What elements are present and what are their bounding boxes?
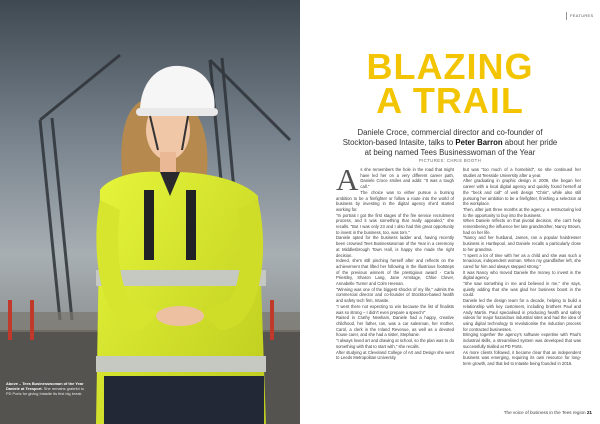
paragraph: After graduating in graphic design in 2009, she began her career with a local digital agency and quickly found herself at the "beck and call" of web design "Chris", while also still pursuing her ambition to be a firefighter, finishing a selection at the workplace. [463,178,581,207]
paragraph: Then, after just three months at the agency, a restructuring led to the opportunity to buy into the business. [463,206,581,218]
headline-line-1: BLAZING [366,46,534,87]
paragraph: "Nancy and her husband, James, ran a popular hairdresser business in Hartlepool, and Daniele recalls a particularly close to her grandma. [463,235,581,252]
paragraph: "I went there not expecting to win because the list of finalists was so strong – I didn't even prepare a speech!" [336,303,454,315]
paragraph: Daniele opted for the business ladder and, having recently been crowned Tees Businesswoman of the Year in a ceremony at Middlesbrough Town Hall, is happy she made the right decision. [336,235,454,258]
paragraph: As more clients followed, it became clear that an independent business was emerging, requiring its own resource for long-term growth, and that led to Intasite being founded in 2016. [463,349,581,366]
standfirst-after: about her pride at being named Tees Businesswoman of the Year [364,138,558,157]
paragraph: "In portrait I got the first stages of the fire service recruitment process, and it was something that really appealed," she recalls. "But I was only 23 and I also had this great opportunity to invest in the business, too, was torn." [336,212,454,235]
page-number: 21 [586,410,592,415]
paragraph: Daniele led the design team for a decade, helping to build a relationship with key customers, including brothers Paul and Andy Martin. Paul specialised in producing health and safety videos for major hazardous industrial sites and had the idea of using digital technology to revolutionise the induction process for contracted businesses. [463,298,581,332]
paragraph: "I spent a lot of time with her as a child and she was such a tenacious, independent woman. When my grandfather left, she cared for him and always stepped strong." [463,252,581,269]
paragraph: "Winning was one of the biggest shocks of my life," admits the commercial director and co-founder of Stockton-based health and safety tech firm, Intasite. [336,286,454,304]
article-page [300,0,600,424]
paragraph: "She saw something in me and believed in me," she says, quietly adding that she was glad her business boost in the could. [463,281,581,298]
section-tag: FEATURES [566,12,600,20]
photo-credit: PICTURES: CHRIS BOOTH [418,158,482,163]
paragraph: Indeed, she's still pinching herself after and reflects on the achievement that lifted her following in the illustrious footsteps of the previous winners of the prestigious award - Carla Priestley, Sharon Lang, Jane Armitage, Chloe Clover, Annabelle Turner and Colm Heenan. [336,258,454,287]
paragraph-text: s she remembers the hole in the road that might have led her on a very different career path, Daniele Croce smiles and adds: "It was a tough call." [360,167,454,190]
headline-line-2: A TRAIL [376,80,524,121]
paragraph: Bringing together the agency's software expertise with Paul's industrial skills, a streamlined system was developed that was successfully trialled at PD Ports. [463,332,581,349]
photo-caption [6,382,86,396]
caption-lead: Above – Tees Businesswoman of the Year Daniele at Teesport. [6,381,84,391]
body-column-2 [463,167,581,367]
paragraph: It was Nancy who moved Daniele the money to invest in the digital agency. [463,269,581,281]
author-name: Peter Barron [455,138,503,147]
standfirst-before: Daniele Croce, commercial director and co-founder of Stockton-based Intasite, talks to [342,128,543,147]
paragraph: The choice was to either pursue a burning ambition to be a firefighter or follow a route into the world of business by investing in the digital agency she'd started working for. [336,189,454,212]
paragraph: After studying at Cleveland College of Art and Design she went to Leeds Metropolitan University [336,349,454,361]
standfirst [340,128,560,158]
caption-text: She remains grateful to PD Ports for giving Intasite its first big break [6,385,85,396]
drop-cap: A [336,162,359,197]
body-column-1 [336,162,454,361]
paragraph: but was "too much of a homebird", so she continued her studies at Teesside University after a year. [463,167,581,178]
footer-text: The voice of business in the Tees region [503,410,586,415]
paragraph [336,162,454,197]
paragraph: When Daniele reflects on that pivotal decision, she can't help remembering the influence her late grandmother, Nancy Brown, had on her life. [463,218,581,235]
paragraph: "I always loved art and drawing at school, so the plan was to do something with that to start with," she recalls. [336,338,454,349]
page-footer [504,410,592,415]
paragraph: Raised in Crathy Newham, Daniele had a happy, creative childhood, her father, Ian, was a car salesman, her mother, Carol, a clerk in the Inland Revenue, as well as a devoted house carer, and she had a sister, Stephanie. [336,315,454,338]
